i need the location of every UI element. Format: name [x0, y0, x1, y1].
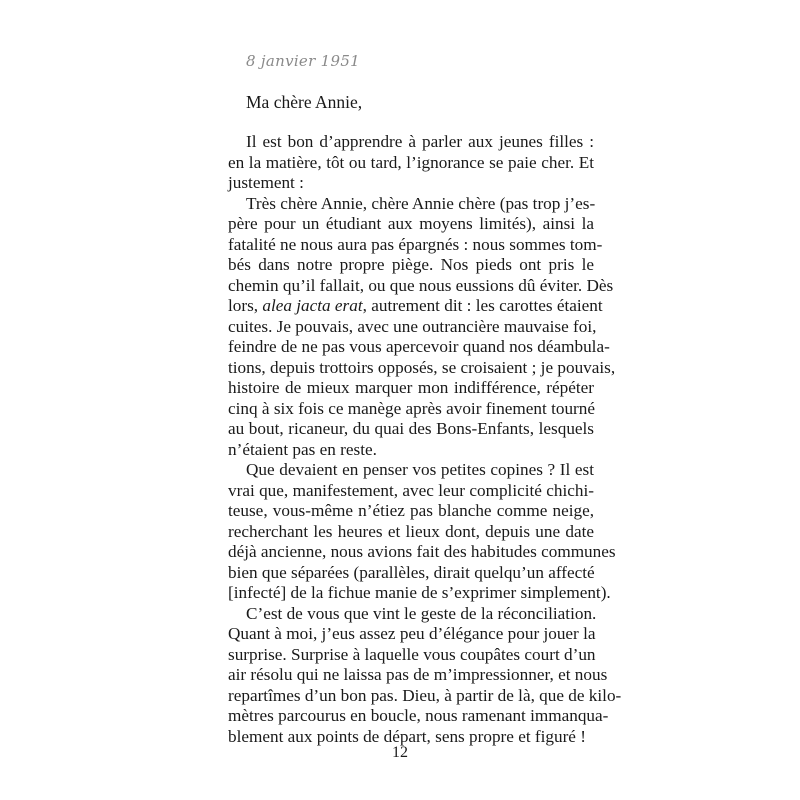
text-line: surprise. Surprise à laquelle vous coupâtes court d’un	[228, 644, 596, 664]
page-number: 12	[392, 744, 408, 761]
text-line: C’est de vous que vint le geste de la réconciliation.	[246, 603, 597, 623]
text-segment: , autrement dit : les carottes étaient	[362, 296, 603, 315]
text-line: bien que séparées (parallèles, dirait quelqu’un affecté	[228, 562, 595, 582]
italic-latin-phrase: alea jacta erat	[262, 296, 363, 315]
text-line: Que devaient en penser vos petites copines ? Il est	[246, 460, 594, 479]
text-line: vrai que, manifestement, avec leur complicité chichi-	[228, 480, 594, 500]
text-line: fatalité ne nous aura pas épargnés : nous sommes tom-	[228, 234, 603, 254]
text-line: Très chère Annie, chère Annie chère (pas trop j’es-	[246, 193, 596, 213]
text-line: cinq à six fois ce manège après avoir finement tourné	[228, 398, 596, 418]
text-line: justement :	[228, 173, 304, 192]
text-line: repartîmes d’un bon pas. Dieu, à partir de là, que de kilo-	[228, 685, 622, 705]
text-line: [infecté] de la fichue manie de s’exprimer simplement).	[228, 583, 611, 602]
handwritten-date: 8 janvier 1951	[246, 52, 361, 70]
text-segment: lors,	[228, 296, 259, 315]
text-line: teuse, vous-même n’étiez pas blanche comme neige,	[228, 501, 594, 520]
text-line: mètres parcourus en boucle, nous ramenant immanqua-	[228, 706, 609, 725]
text-line: père pour un étudiant aux moyens limités), ainsi la	[228, 214, 594, 233]
text-line-mixed	[228, 296, 603, 317]
text-line: déjà ancienne, nous avions fait des habitudes communes	[228, 542, 616, 561]
text-line: chemin qu’il fallait, ou que nous eussions dû éviter. Dès	[228, 275, 614, 295]
text-line: feindre de ne pas vous apercevoir quand nos déambula-	[228, 337, 610, 356]
text-line: cuites. Je pouvais, avec une outrancière mauvaise foi,	[228, 316, 597, 336]
text-line: tions, depuis trottoirs opposés, se croisaient ; je pouvais,	[228, 357, 616, 377]
text-line: au bout, ricaneur, du quai des Bons-Enfants, lesquels	[228, 419, 594, 438]
text-line: histoire de mieux marquer mon indifférence, répéter	[228, 378, 594, 397]
text-line: recherchant les heures et lieux dont, depuis une date	[228, 521, 594, 541]
text-line: n’étaient pas en reste.	[228, 439, 377, 459]
salutation: Ma chère Annie,	[246, 92, 363, 112]
text-line: en la matière, tôt ou tard, l’ignorance se paie cher. Et	[228, 152, 594, 172]
text-line: bés dans notre propre piège. Nos pieds ont pris le	[228, 255, 594, 274]
text-line: air résolu qui ne laissa pas de m’impressionner, et nous	[228, 665, 608, 684]
letter-body	[228, 132, 622, 747]
text-line: Il est bon d’apprendre à parler aux jeunes filles :	[246, 132, 594, 151]
text-line: blement aux points de départ, sens propre et figuré !	[228, 726, 586, 746]
text-line: Quant à moi, j’eus assez peu d’élégance pour jouer la	[228, 624, 596, 643]
